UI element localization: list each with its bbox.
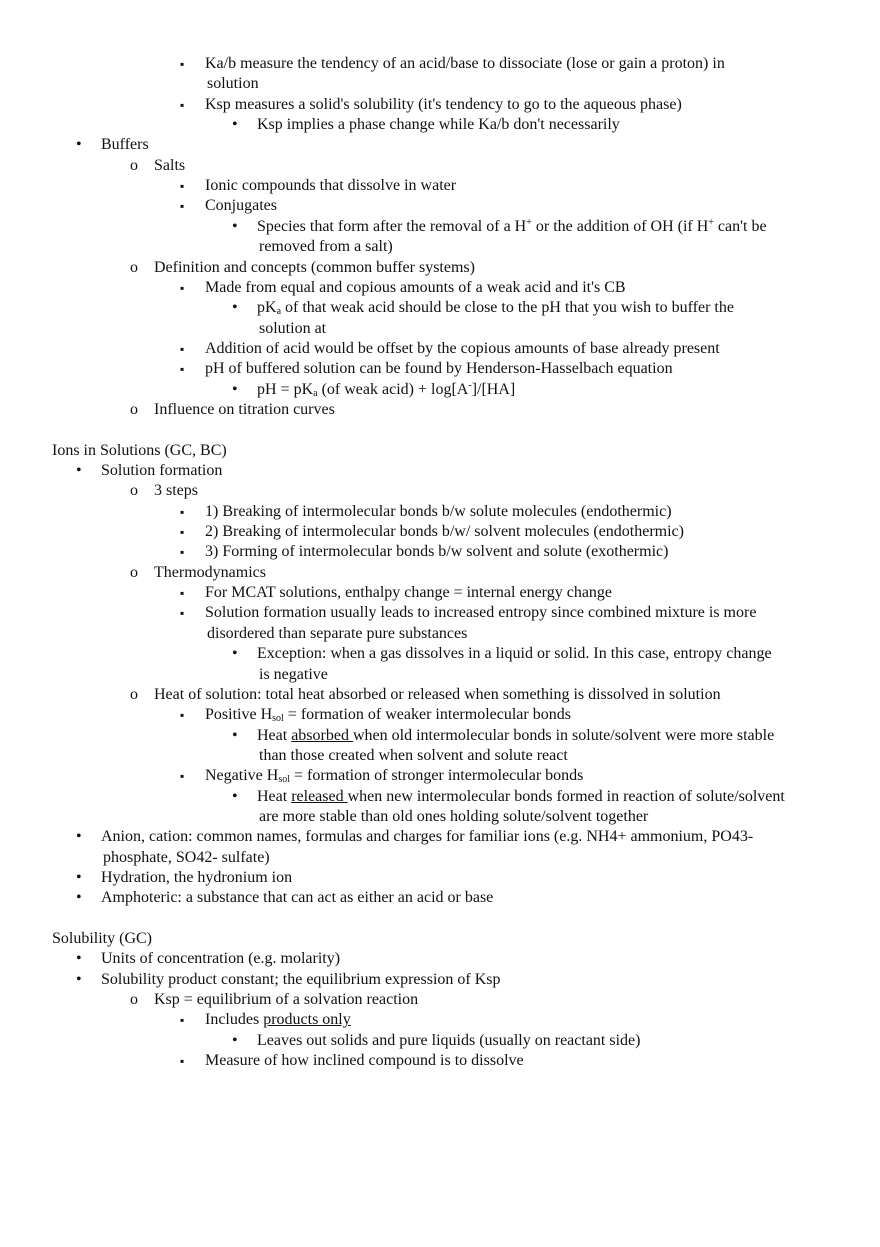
note-line: Ionic compounds that dissolve in water: [205, 177, 457, 194]
bullet-marker: •: [232, 218, 238, 235]
bullet-marker: •: [76, 869, 82, 886]
bullet-marker: •: [232, 116, 238, 133]
bullet-marker: o: [130, 686, 138, 703]
text-run: can't be: [713, 218, 767, 235]
note-line: [257, 787, 785, 807]
bullet-marker: o: [130, 401, 138, 418]
text-run: Includes: [205, 1011, 264, 1028]
note-line: removed from a salt): [259, 238, 393, 255]
note-line: Ksp measures a solid's solubility (it's tendency to go to the aqueous phase): [205, 96, 682, 113]
note-line: are more stable than old ones holding solute/solvent together: [259, 808, 649, 825]
bullet-marker: ▪: [180, 342, 185, 356]
note-line: 2) Breaking of intermolecular bonds b/w/ solvent molecules (endothermic): [205, 523, 684, 540]
text-run: +: [708, 217, 714, 228]
text-run: Negative H: [205, 767, 279, 784]
note-line: solution: [207, 75, 259, 92]
bullet-marker: ▪: [180, 57, 185, 71]
note-line: [257, 298, 734, 318]
text-run: = formation of stronger intermolecular bonds: [289, 767, 584, 784]
note-line: Addition of acid would be offset by the copious amounts of base already present: [205, 340, 720, 357]
note-line: Solubility product constant; the equilibrium expression of Ksp: [101, 971, 501, 988]
note-line: Thermodynamics: [154, 564, 266, 581]
text-run: absorbed: [291, 727, 353, 744]
note-line: Anion, cation: common names, formulas and charges for familiar ions (e.g. NH4+ ammonium, PO43-: [101, 828, 754, 845]
bullet-marker: ▪: [180, 179, 185, 193]
bullet-marker: •: [76, 950, 82, 967]
section-heading: Solubility (GC): [52, 930, 153, 947]
note-line: Hydration, the hydronium ion: [101, 869, 293, 886]
note-line: 3 steps: [154, 482, 198, 499]
bullet-marker: ▪: [180, 586, 185, 600]
note-line: Made from equal and copious amounts of a weak acid and it's CB: [205, 279, 626, 296]
bullet-marker: ▪: [180, 525, 185, 539]
bullet-marker: ▪: [180, 505, 185, 519]
note-line: solution at: [259, 320, 327, 337]
text-run: = formation of weaker intermolecular bonds: [283, 706, 571, 723]
note-line: 1) Breaking of intermolecular bonds b/w solute molecules (endothermic): [205, 503, 672, 520]
note-line: Ka/b measure the tendency of an acid/base to dissociate (lose or gain a proton) in: [205, 55, 725, 72]
note-line: For MCAT solutions, enthalpy change = internal energy change: [205, 584, 613, 601]
bullet-marker: ▪: [180, 199, 185, 213]
text-run: ]/[HA]: [471, 381, 516, 398]
note-line: Ksp implies a phase change while Ka/b don't necessarily: [257, 116, 620, 133]
bullet-marker: •: [232, 788, 238, 805]
text-run: released: [291, 788, 348, 805]
text-run: Positive H: [205, 706, 273, 723]
note-line: pH of buffered solution can be found by Henderson-Hasselbach equation: [205, 360, 673, 377]
note-line: [205, 766, 583, 786]
note-line: Exception: when a gas dissolves in a liquid or solid. In this case, entropy change: [257, 645, 772, 662]
note-line: Units of concentration (e.g. molarity): [101, 950, 341, 967]
note-line: Leaves out solids and pure liquids (usually on reactant side): [257, 1032, 641, 1049]
note-line: Conjugates: [205, 197, 277, 214]
note-line: Ksp = equilibrium of a solvation reaction: [154, 991, 419, 1008]
text-run: products only: [263, 1011, 351, 1028]
bullet-marker: ▪: [180, 362, 185, 376]
bullet-marker: o: [130, 157, 138, 174]
text-run: a: [276, 306, 282, 317]
text-run: when old intermolecular bonds in solute/solvent were more stable: [352, 727, 775, 744]
bullet-marker: •: [232, 1032, 238, 1049]
bullet-marker: •: [232, 727, 238, 744]
bullet-marker: ▪: [180, 708, 185, 722]
note-line: Solution formation usually leads to increased entropy since combined mixture is more: [205, 604, 757, 621]
note-line: [257, 380, 515, 400]
text-run: +: [526, 217, 532, 228]
note-line: Amphoteric: a substance that can act as either an acid or base: [101, 889, 494, 906]
text-run: Heat: [257, 727, 292, 744]
note-line: [257, 726, 774, 746]
bullet-marker: •: [76, 971, 82, 988]
bullet-marker: •: [76, 889, 82, 906]
note-line: than those created when solvent and solute react: [259, 747, 568, 764]
bullet-marker: ▪: [180, 98, 185, 112]
note-line: Salts: [154, 157, 186, 174]
text-run: or the addition of OH (if H: [531, 218, 709, 235]
bullet-marker: ▪: [180, 1013, 185, 1027]
note-line: 3) Forming of intermolecular bonds b/w solvent and solute (exothermic): [205, 543, 669, 560]
bullet-marker: •: [232, 645, 238, 662]
bullet-marker: ▪: [180, 606, 185, 620]
text-run: pH = pK: [257, 381, 314, 398]
note-line: [257, 217, 767, 237]
note-line: Heat of solution: total heat absorbed or released when something is dissolved in solution: [154, 686, 721, 703]
bullet-marker: ▪: [180, 281, 185, 295]
note-line: Influence on titration curves: [154, 401, 335, 418]
text-run: pK: [257, 299, 277, 316]
bullet-marker: o: [130, 564, 138, 581]
bullet-marker: o: [130, 259, 138, 276]
note-line: [205, 1010, 351, 1030]
note-line: [205, 705, 571, 725]
bullet-marker: ▪: [180, 1054, 185, 1068]
bullet-marker: o: [130, 991, 138, 1008]
section-heading: Ions in Solutions (GC, BC): [52, 442, 227, 459]
bullet-marker: •: [76, 462, 82, 479]
text-run: when new intermolecular bonds formed in reaction of solute/solvent: [347, 788, 785, 805]
bullet-marker: ▪: [180, 545, 185, 559]
text-run: of that weak acid should be close to the pH that you wish to buffer the: [281, 299, 734, 316]
bullet-marker: •: [232, 299, 238, 316]
text-run: -: [468, 380, 472, 391]
text-run: a: [313, 388, 318, 399]
text-run: Species that form after the removal of a H: [257, 218, 527, 235]
bullet-marker: •: [76, 136, 82, 153]
bullet-marker: o: [130, 482, 138, 499]
note-line: Definition and concepts (common buffer systems): [154, 259, 475, 276]
text-run: sol: [272, 713, 284, 724]
note-line: phosphate, SO42- sulfate): [103, 849, 270, 866]
bullet-marker: •: [232, 381, 238, 398]
note-line: Measure of how inclined compound is to dissolve: [205, 1052, 524, 1069]
bullet-marker: ▪: [180, 769, 185, 783]
note-line: disordered than separate pure substances: [207, 625, 468, 642]
bullet-marker: •: [76, 828, 82, 845]
text-run: sol: [278, 774, 290, 785]
text-run: Heat: [257, 788, 292, 805]
note-line: is negative: [259, 666, 328, 683]
note-line: Buffers: [101, 136, 149, 153]
text-run: (of weak acid) + log[A: [317, 381, 469, 398]
note-line: Solution formation: [101, 462, 223, 479]
